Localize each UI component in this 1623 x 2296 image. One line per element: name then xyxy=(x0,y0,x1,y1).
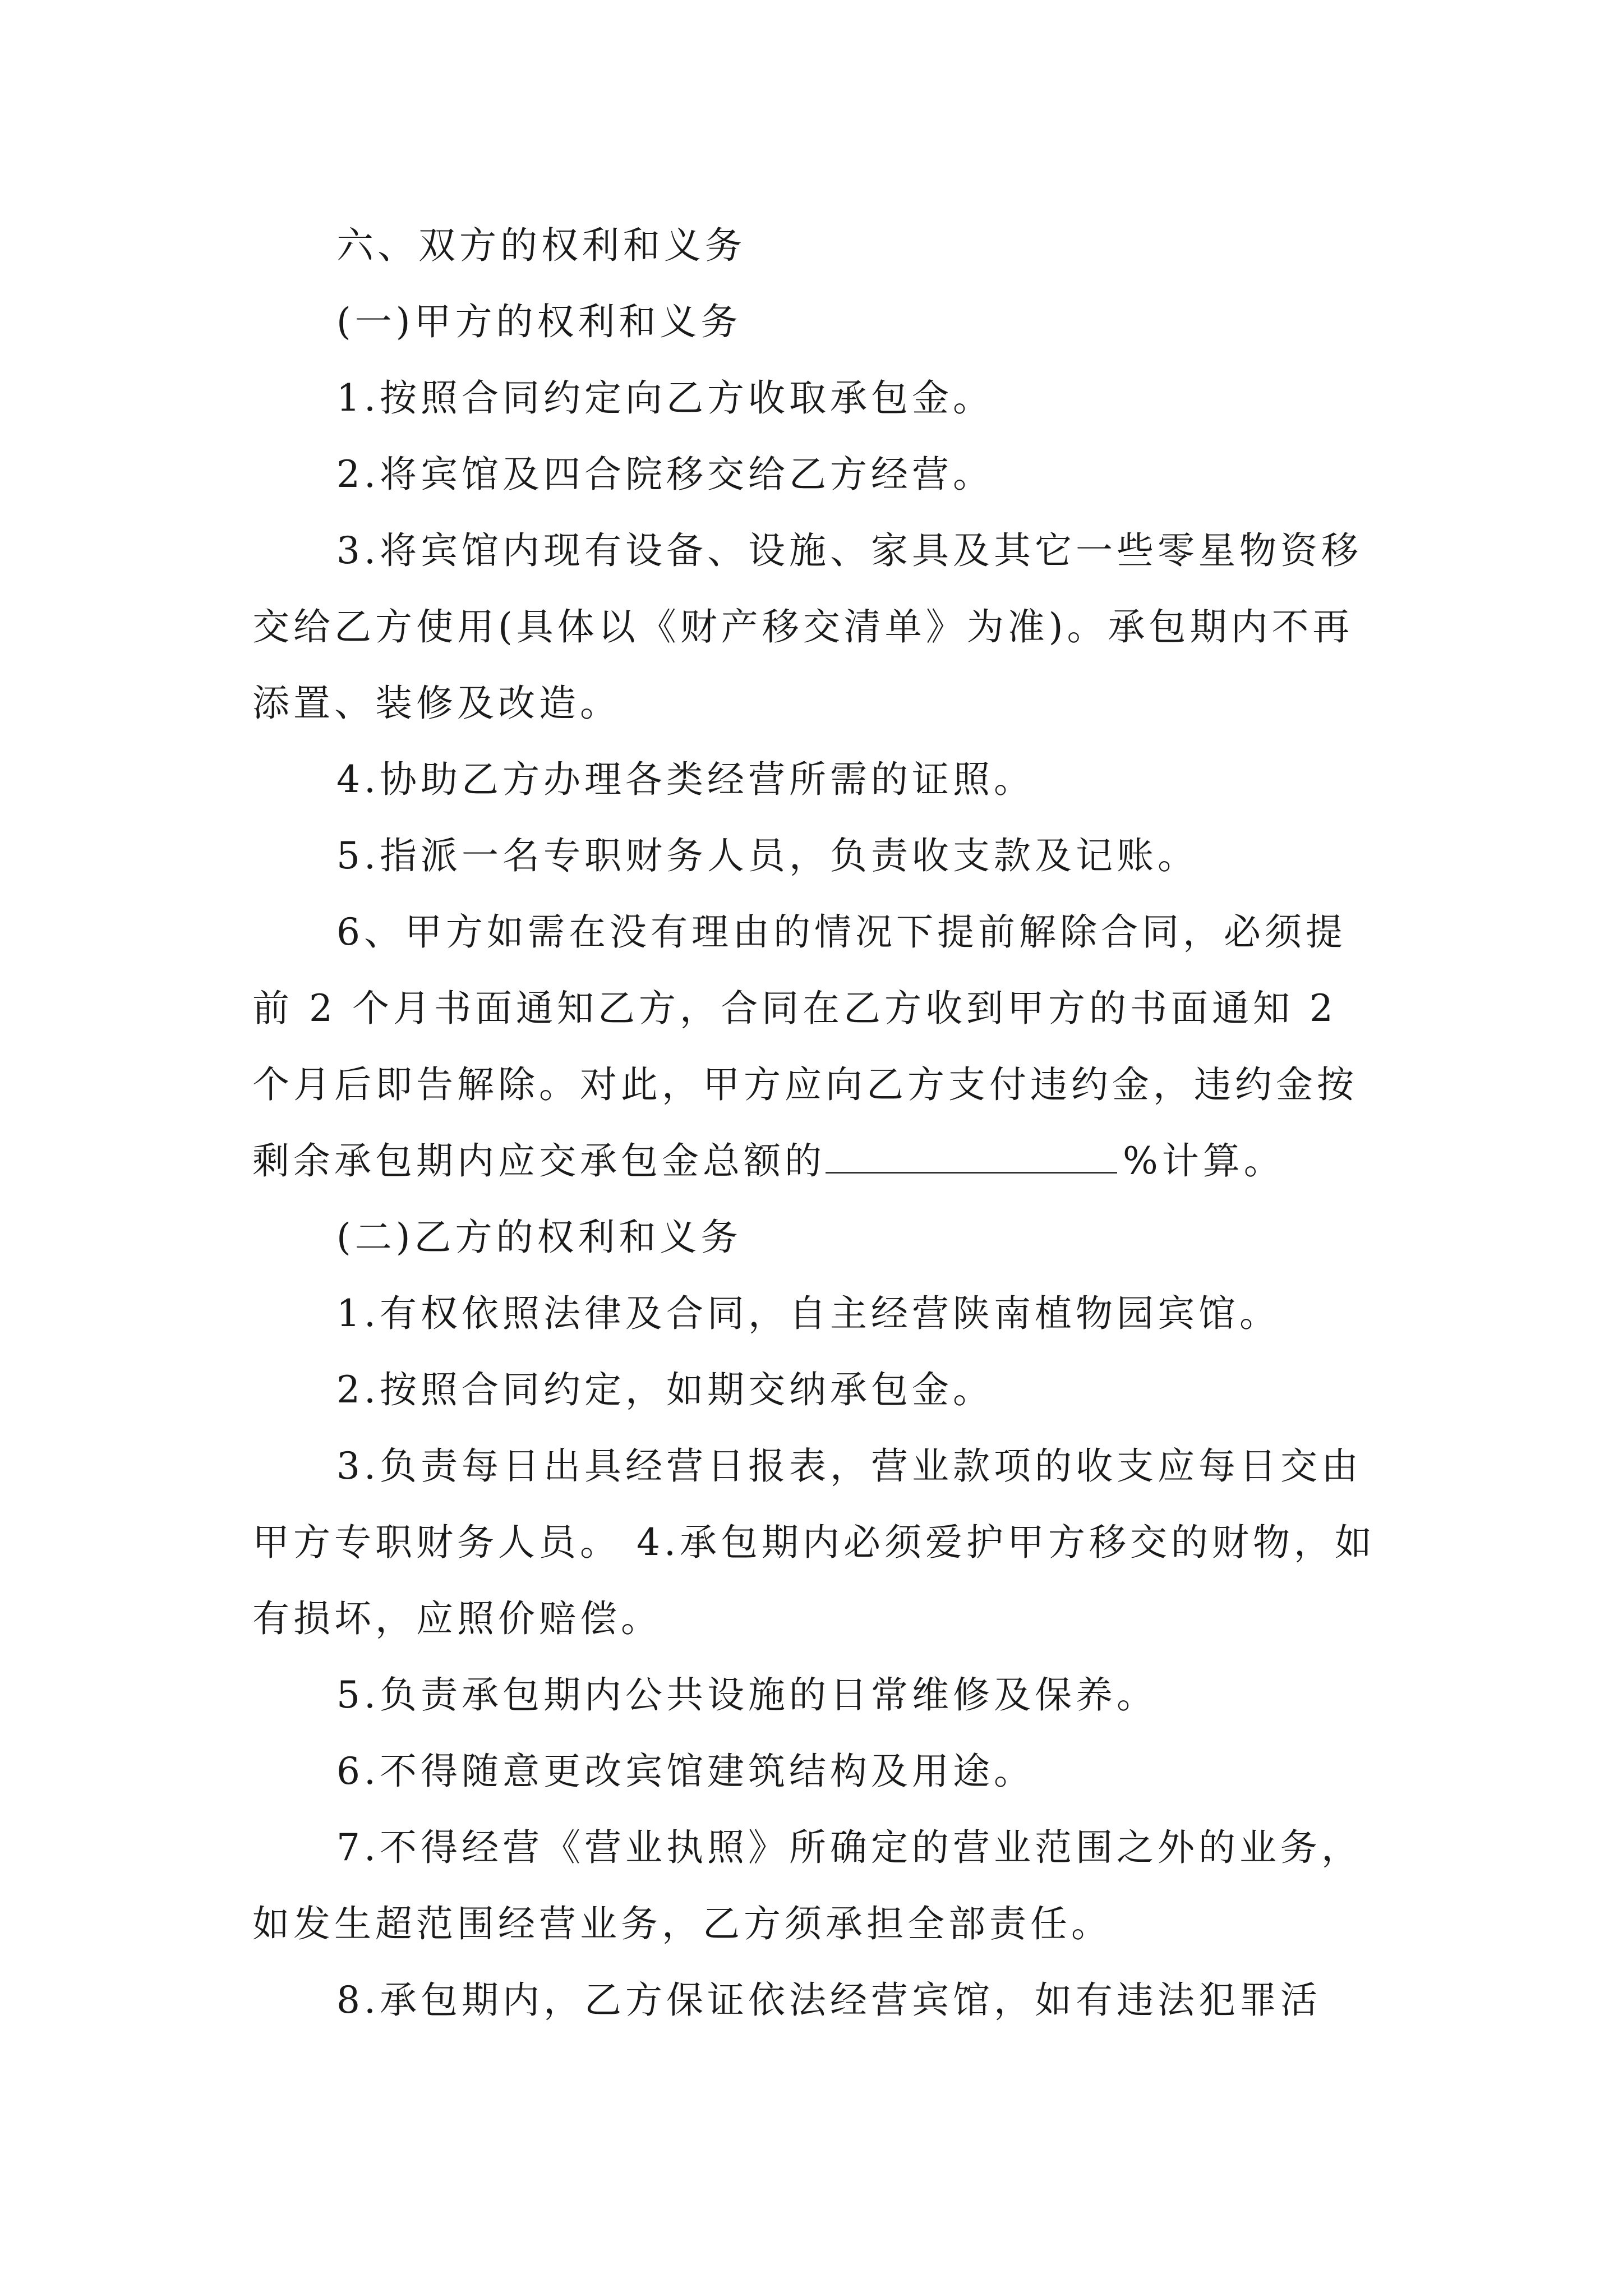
party-b-item-1: 1.有权依照法律及合同，自主经营陕南植物园宾馆。 xyxy=(336,1292,1280,1335)
penalty-suffix: %计算。 xyxy=(1123,1139,1285,1182)
party-b-item-5: 5.负责承包期内公共设施的日常维修及保养。 xyxy=(336,1673,1158,1717)
party-b-item-3-4: 3.负责每日出具经营日报表，营业款项的收支应每日交由甲方专职财务人员。 4.承包期内必须爱护甲方移交的财物，如有损坏，应照价赔偿。 xyxy=(252,1444,1376,1640)
party-a-item-6 xyxy=(252,894,1385,1199)
party-a-item-5: 5.指派一名专职财务人员，负责收支款及记账。 xyxy=(336,834,1198,877)
party-a-item-4: 4.协助乙方办理各类经营所需的证照。 xyxy=(336,758,1035,801)
party-b-item-2: 2.按照合同约定，如期交纳承包金。 xyxy=(336,1368,994,1411)
party-b-item-8: 8.承包期内，乙方保证依法经营宾馆，如有违法犯罪活 xyxy=(336,1978,1321,2022)
subsection-heading-party-a: (一)甲方的权利和义务 xyxy=(336,300,742,343)
party-a-item-2: 2.将宾馆及四合院移交给乙方经营。 xyxy=(336,453,994,496)
party-b-item-7: 7.不得经营《营业执照》所确定的营业范围之外的业务，如发生超范围经营业务，乙方须承担全部责任。 xyxy=(252,1826,1362,1945)
penalty-percent-blank xyxy=(826,1135,1117,1174)
party-a-item-1: 1.按照合同约定向乙方收取承包金。 xyxy=(336,376,994,420)
party-a-item-3: 3.将宾馆内现有设备、设施、家具及其它一些零星物资移交给乙方使用(具体以《财产移交清单》为准)。承包期内不再添置、装修及改造。 xyxy=(252,529,1362,725)
party-b-item-6: 6.不得随意更改宾馆建筑结构及用途。 xyxy=(336,1750,1035,1793)
section-heading: 六、双方的权利和义务 xyxy=(336,224,746,267)
document-body xyxy=(252,208,1385,2039)
subsection-heading-party-b: (二)乙方的权利和义务 xyxy=(336,1216,742,1259)
party-a-item-6-text: 6、甲方如需在没有理由的情况下提前解除合同，必须提前 2 个月书面通知乙方，合同在乙方收到甲方的书面通知 2 个月后即告解除。对此，甲方应向乙方支付违约金，违约金按剩余承包期内应交承包金总额的 xyxy=(252,910,1358,1182)
